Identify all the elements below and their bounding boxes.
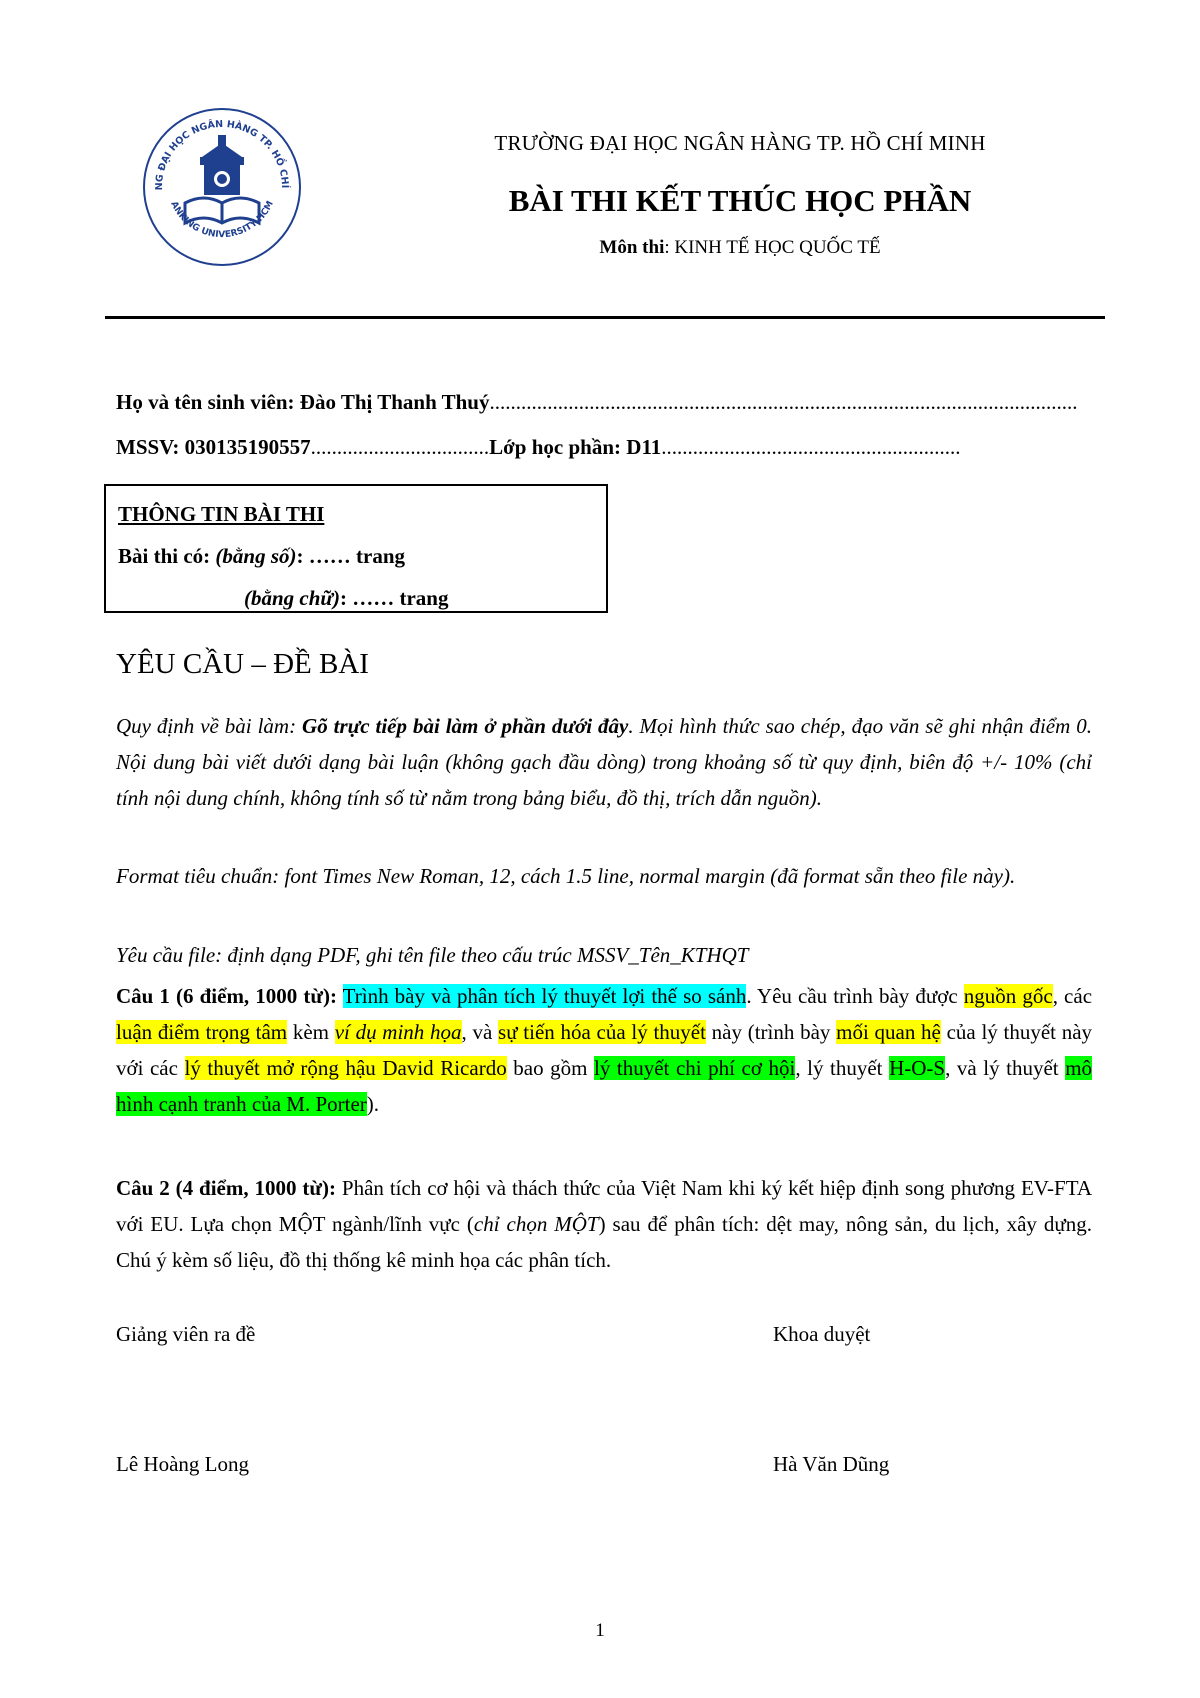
subject-value: : KINH TẾ HỌC QUỐC TẾ (664, 237, 881, 258)
exam-info-number-suffix: : …… trang (296, 544, 406, 568)
student-name-line (116, 390, 1094, 415)
rules-label: Quy định về bài làm: (116, 714, 303, 738)
q1-highlight-origin: nguồn gốc (963, 984, 1053, 1008)
q1-highlight-porter: mô hình cạnh tranh của M. Porter (116, 1056, 1093, 1116)
q2-text: ) sau để phân tích: dệt may, nông sản, du lịch, xây dựng. Chú ý kèm số liệu, đồ thị thống kê minh họa các phân tích. (116, 1212, 1092, 1272)
student-name-label: Họ và tên sinh viên: (116, 390, 300, 414)
q1-text: , và lý thuyết (945, 1056, 1066, 1080)
page-number: 1 (595, 1620, 605, 1641)
q1-highlight-opportunity-cost: lý thuyết chi phí cơ hội (594, 1056, 796, 1080)
q1-highlight-extended-theories: lý thuyết mở rộng hậu David Ricardo (184, 1056, 507, 1080)
rules-paragraph (116, 708, 1092, 816)
exam-info-prefix: Bài thi có: (118, 544, 216, 568)
q1-text: bao gồm (506, 1056, 595, 1080)
q1-highlight-evolution: sự tiến hóa của lý thuyết (498, 1020, 706, 1044)
q1-highlight-hos: H-O-S (889, 1056, 946, 1080)
q1-text: . Yêu cầu trình bày được (746, 984, 964, 1008)
q1-text: của lý thuyết này với các (116, 1020, 1093, 1080)
faculty-name: Hà Văn Dũng (773, 1452, 890, 1476)
q1-highlight-topic: Trình bày và phân tích lý thuyết lợi thế so sánh (342, 984, 747, 1008)
header-divider (105, 316, 1105, 319)
q2-text: Phân tích cơ hội và thách thức của Việt Nam khi ký kết hiệp định song phương EV-FTA với EU. Lựa chọn MỘT ngành/lĩnh vực ( (116, 1176, 1093, 1236)
rules-emphasis: Gõ trực tiếp bài làm ở phần dưới đây (302, 714, 629, 738)
q1-text: , và (461, 1020, 499, 1044)
q1-highlight-key-points: luận điểm trọng tâm (116, 1020, 288, 1044)
faculty-title: Khoa duyệt (773, 1322, 871, 1346)
q1-highlight-example: ví dụ minh họa (334, 1020, 462, 1044)
mssv-label: MSSV: (116, 435, 185, 459)
exam-info-number-label: (bằng số) (215, 544, 297, 568)
mssv-value: 030135190557 (184, 435, 311, 459)
file-paragraph: Yêu cầu file: định dạng PDF, ghi tên file theo cấu trúc MSSV_Tên_KTHQT (116, 943, 749, 967)
svg-text:BANKING UNIVERSITY HCMC: ANKING UNIVERSITY HCM (168, 199, 276, 241)
student-name-dots: ................................................................................................................ (489, 390, 1078, 414)
format-paragraph: Format tiêu chuẩn: font Times New Roman, 12, cách 1.5 line, normal margin (đã format sẵn theo file này). (116, 864, 1016, 888)
q1-text: ). (366, 1092, 380, 1116)
q1-text: , lý thuyết (795, 1056, 890, 1080)
exam-info-box (104, 484, 608, 613)
q1-text: , các (1052, 984, 1093, 1008)
exam-info-words-suffix: : …… trang (340, 586, 449, 610)
exam-info-heading: THÔNG TIN BÀI THI (118, 502, 325, 526)
question-2-label: Câu 2 (4 điểm, 1000 từ): (116, 1176, 337, 1200)
lecturer-title: Giảng viên ra đề (116, 1322, 256, 1346)
class-label: Lớp học phần: (489, 435, 627, 459)
q1-text (337, 984, 343, 1008)
exam-info-pages-words (244, 586, 449, 611)
class-dots: ......................................................... (661, 435, 961, 459)
exam-title: BÀI THI KẾT THÚC HỌC PHẦN (508, 183, 972, 218)
q2-italic: chỉ chọn MỘT (473, 1212, 599, 1236)
class-value: D11 (626, 435, 662, 459)
mssv-dots: .................................. (310, 435, 490, 459)
student-name-value: Đào Thị Thanh Thuý (299, 390, 490, 414)
subject-line (330, 237, 1150, 259)
exam-info-pages-number (118, 544, 405, 569)
q1-highlight-relationship: mối quan hệ (836, 1020, 941, 1044)
question-1 (116, 978, 1092, 1122)
university-name: TRƯỜNG ĐẠI HỌC NGÂN HÀNG TP. HỒ CHÍ MINH (494, 131, 986, 155)
q1-text: kèm (287, 1020, 335, 1044)
exam-info-words-label: (bằng chữ) (244, 586, 340, 610)
university-logo (140, 105, 305, 270)
question-1-label: Câu 1 (6 điểm, 1000 từ): (116, 984, 337, 1008)
requirements-heading: YÊU CẦU – ĐỀ BÀI (116, 648, 369, 680)
question-2 (116, 1170, 1092, 1278)
rules-text: . Mọi hình thức sao chép, đạo văn sẽ ghi nhận điểm 0. Nội dung bài viết dưới dạng bài luận (không gạch đầu dòng) trong khoảng số từ quy định, biên độ +/- 10% (chỉ tính nội dung chính, không tính số từ nằm trong bảng biểu, đồ thị, trích dẫn nguồn). (116, 714, 1092, 810)
lecturer-name: Lê Hoàng Long (116, 1452, 249, 1476)
subject-label: Môn thi (599, 237, 665, 258)
student-id-line (116, 435, 1094, 460)
svg-text:TRƯỜNG ĐẠI HỌC NGÂN HÀNG TP. H: NG ĐẠI HỌC NGÂN HÀNG TP. HỒ CHÍ (153, 118, 291, 191)
q1-text: này (trình bày (705, 1020, 837, 1044)
